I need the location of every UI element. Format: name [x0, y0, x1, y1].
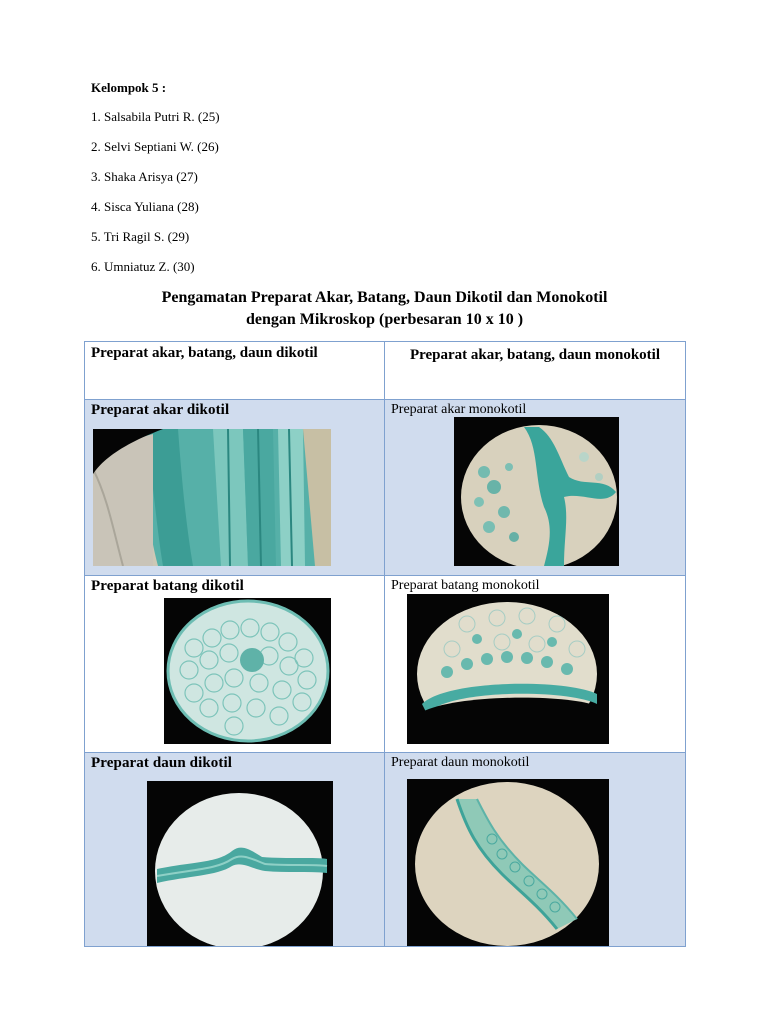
photo-leaf-monocot: [407, 779, 609, 946]
member-2: 2. Selvi Septiani W. (26): [91, 139, 219, 154]
header-monocot: Preparat akar, batang, daun monokotil: [385, 342, 686, 400]
label-stem-dicot: Preparat batang dikotil: [91, 578, 244, 594]
group-title: Kelompok 5 :: [91, 80, 167, 95]
member-4: 4. Sisca Yuliana (28): [91, 199, 199, 214]
label-root-monocot: Preparat akar monokotil: [391, 402, 527, 417]
cell-stem-dicot: [85, 576, 385, 753]
table-row: [85, 576, 686, 753]
member-1: 1. Salsabila Putri R. (25): [91, 109, 220, 124]
heading-line-1: Pengamatan Preparat Akar, Batang, Daun Dikotil dan Monokotil: [161, 289, 608, 306]
member-5: 5. Tri Ragil S. (29): [91, 229, 190, 244]
page-heading: [84, 287, 685, 331]
photo-root-monocot: [454, 417, 619, 566]
observation-table: [84, 341, 686, 947]
table-row: [85, 753, 686, 947]
member-6: 6. Umniatuz Z. (30): [91, 259, 195, 274]
photo-leaf-dicot: [147, 781, 333, 946]
table-header-row: [85, 342, 686, 400]
photo-root-dicot: [93, 429, 331, 566]
header-dicot: Preparat akar, batang, daun dikotil: [85, 342, 385, 400]
label-stem-monocot: Preparat batang monokotil: [391, 578, 540, 593]
label-leaf-monocot: Preparat daun monokotil: [391, 755, 530, 770]
cell-root-dicot: [85, 400, 385, 576]
label-leaf-dicot: Preparat daun dikotil: [91, 755, 233, 771]
photo-stem-dicot: [164, 598, 331, 744]
table-row: [85, 400, 686, 576]
heading-line-2: dengan Mikroskop (perbesaran 10 x 10 ): [245, 311, 524, 328]
cell-leaf-monocot: [385, 753, 686, 947]
cell-leaf-dicot: [85, 753, 385, 947]
label-root-dicot: Preparat akar dikotil: [91, 402, 230, 418]
photo-stem-monocot: [407, 594, 609, 744]
cell-root-monocot: [385, 400, 686, 576]
cell-stem-monocot: [385, 576, 686, 753]
member-3: 3. Shaka Arisya (27): [91, 169, 198, 184]
